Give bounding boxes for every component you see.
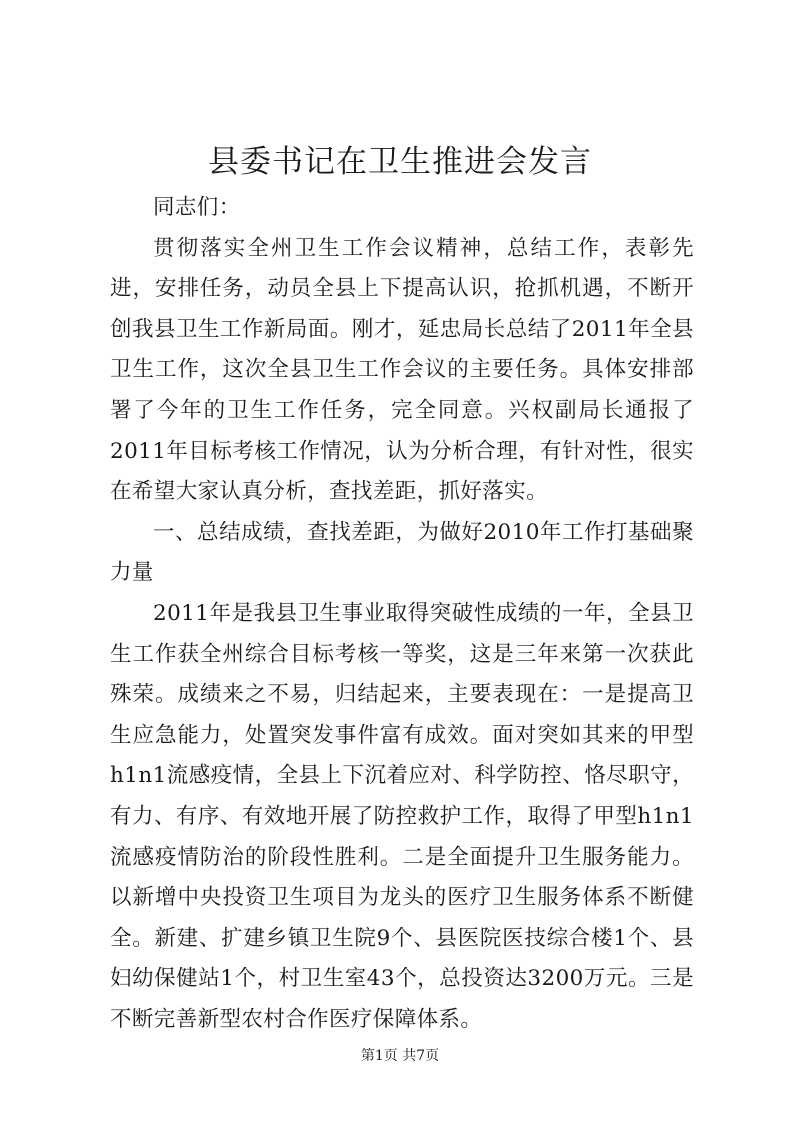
section-heading: 一、总结成绩，查找差距，为做好2010年工作打基础聚力量 <box>110 519 694 586</box>
salutation-paragraph: 同志们： <box>153 195 241 220</box>
page-footer: 第1页 共7页 <box>360 1048 440 1064</box>
achievements-paragraph: 2011年是我县卫生事业取得突破性成绩的一年，全县卫生工作获全州综合目标考核一等奖，这是三年来第一次获此殊荣。成绩来之不易，归结起来，主要表现在：一是提高卫生应急能力，处置突发事件富有成效。面对突如其来的甲型h1n1流感疫情，全县上下沉着应对、科学防控、恪尽职守，有力、有序、有效地开展了防控救护工作，取得了甲型h1n1流感疫情防治的阶段性胜利。二是全面提升卫生服务能力。以新增中央投资卫生项目为龙头的医疗卫生服务体系不断健全。新建、扩建乡镇卫生院9个、县医院医技综合楼1个、县妇幼保健站1个，村卫生室43个，总投资达3200万元。三是不断完善新型农村合作医疗保障体系。 <box>110 600 694 1032</box>
document-title: 县委书记在卫生推进会发言 <box>208 144 592 180</box>
intro-paragraph: 贯彻落实全州卫生工作会议精神，总结工作，表彰先进，安排任务，动员全县上下提高认识，抢抓机遇，不断开创我县卫生工作新局面。刚才，延忠局长总结了2011年全县卫生工作，这次全县卫生工作会议的主要任务。具体安排部署了今年的卫生工作任务，完全同意。兴权副局长通报了2011年目标考核工作情况，认为分析合理，有针对性，很实在希望大家认真分析，查找差距，抓好落实。 <box>110 235 694 505</box>
document-body <box>110 188 694 1040</box>
